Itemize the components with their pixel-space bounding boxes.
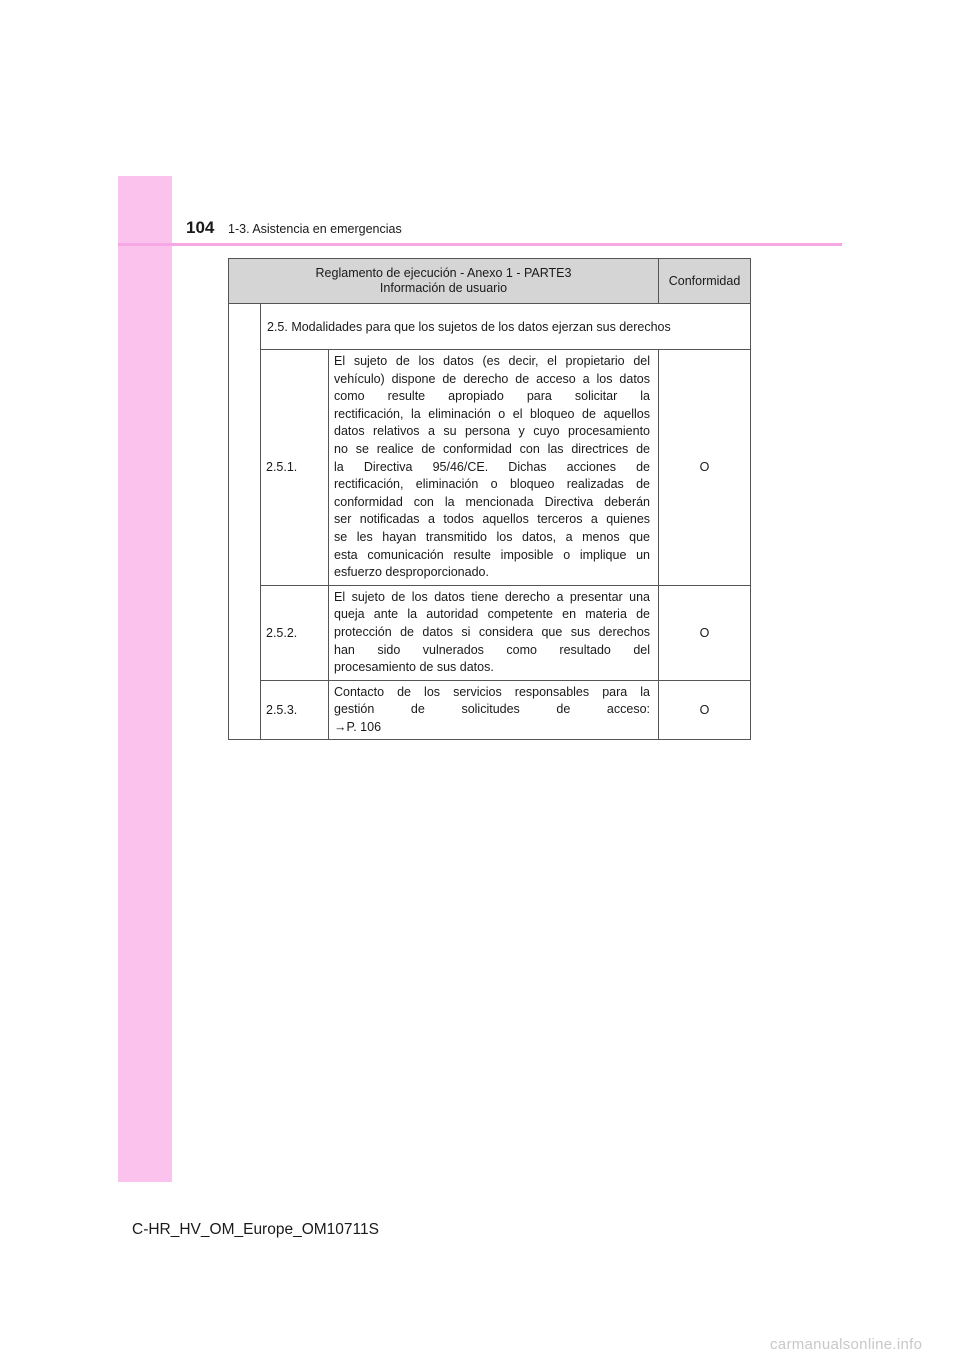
desc-line: no se realice de conformidad con las directrices de xyxy=(334,441,651,456)
section-title: 1-3. Asistencia en emergencias xyxy=(228,222,402,236)
row-description xyxy=(329,350,659,586)
regulation-table xyxy=(228,258,751,740)
row-conformity: O xyxy=(659,680,751,740)
desc-line: El sujeto de los datos (es decir, el propietario del xyxy=(334,354,651,368)
side-tab-strip xyxy=(118,176,172,1182)
head-subtitle-line: Información de usuario xyxy=(379,281,508,295)
row-description xyxy=(329,585,659,680)
indent-cell xyxy=(229,304,261,740)
row-number: 2.5.1. xyxy=(261,350,329,586)
desc-line: El sujeto de los datos tiene derecho a presentar una xyxy=(334,589,651,604)
page-reference-link[interactable]: →P. 106 xyxy=(334,719,382,734)
desc-line: ser notificadas a todos aquellos terceros a quienes xyxy=(334,512,651,527)
desc-line: datos relativos a su persona y cuyo procesamiento xyxy=(334,424,651,439)
desc-line: conformidad con la mencionada Directiva deberán xyxy=(334,494,651,509)
document-code: C-HR_HV_OM_Europe_OM10711S xyxy=(132,1221,379,1238)
site-watermark: carmanualsonline.info xyxy=(770,1336,923,1353)
header-rule xyxy=(118,243,842,246)
table-row xyxy=(229,680,751,740)
desc-line: esfuerzo desproporcionado. xyxy=(334,565,489,580)
desc-line: Contacto de los servicios responsables para la xyxy=(334,684,651,699)
subheading-cell: 2.5. Modalidades para que los sujetos de los datos ejerzan sus derechos xyxy=(261,304,751,350)
desc-line: procesamiento de sus datos. xyxy=(334,660,494,675)
desc-line: protección de datos si considera que sus derechos xyxy=(334,624,651,639)
table-row xyxy=(229,350,751,586)
desc-line: vehículo) dispone de derecho de acceso a los datos xyxy=(334,371,651,386)
table-subheading-row xyxy=(229,304,751,350)
row-conformity: O xyxy=(659,585,751,680)
head-title-line: Reglamento de ejecución - Anexo 1 - PARTE3 xyxy=(315,266,572,280)
table-header-row xyxy=(229,259,751,304)
desc-line: se les hayan transmitido los datos, a menos que xyxy=(334,529,651,544)
page-number: 104 xyxy=(186,218,215,237)
desc-line: rectificación, la eliminación o el bloqueo de aquellos xyxy=(334,406,651,421)
desc-line: esta comunicación resulte imposible o implique un xyxy=(334,547,651,562)
desc-line: la Directiva 95/46/CE. Dichas acciones de xyxy=(334,459,651,474)
row-number: 2.5.2. xyxy=(261,585,329,680)
desc-line: gestión de solicitudes de acceso: xyxy=(334,702,651,717)
desc-line: como resulte apropiado para solicitar la xyxy=(334,389,651,404)
table-row xyxy=(229,585,751,680)
table-head-conformity: Conformidad xyxy=(659,259,751,304)
table-head-regulation xyxy=(229,259,659,304)
desc-line: queja ante la autoridad competente en materia de xyxy=(334,607,651,622)
row-conformity: O xyxy=(659,350,751,586)
row-number: 2.5.3. xyxy=(261,680,329,740)
desc-line: han sido vulnerados como resultado del xyxy=(334,642,651,657)
row-description xyxy=(329,680,659,740)
desc-line: rectificación, eliminación o bloqueo realizadas de xyxy=(334,477,651,492)
